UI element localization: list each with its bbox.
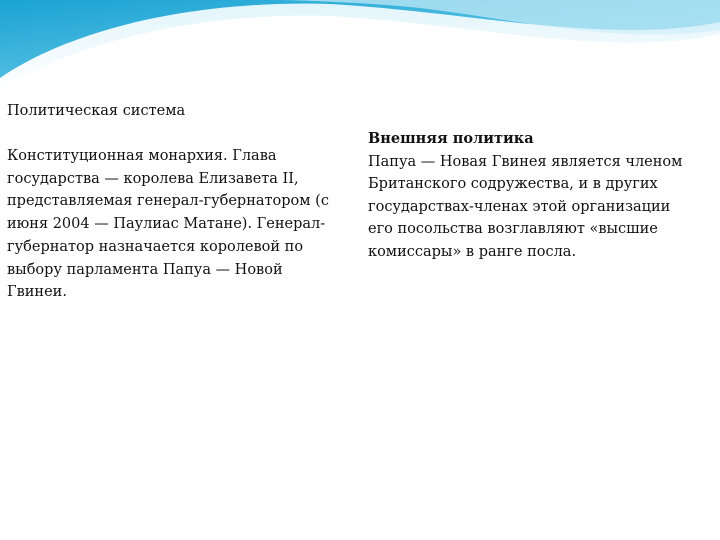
paragraph-line: Гвинеи. <box>7 284 67 301</box>
section-heading-political-system: Политическая система <box>7 103 186 119</box>
political-system-paragraph <box>7 145 359 304</box>
paragraph-line: губернатор назначается королевой по <box>7 238 304 255</box>
paragraph-line: его посольства возглавляют «высшие <box>368 221 658 237</box>
section-heading-foreign-policy: Внешняя политика <box>368 130 534 147</box>
paragraph-line: июня 2004 — Паулиас Матане). Генерал- <box>7 216 326 233</box>
header-wave-decoration <box>0 0 720 90</box>
paragraph-line: представляемая генерал-губернатором (с <box>7 193 329 210</box>
foreign-policy-block <box>368 128 713 263</box>
paragraph-line: комиссары» в ранге посла. <box>368 243 577 260</box>
paragraph-line: государства — королева Елизавета II, <box>7 170 299 187</box>
paragraph-line: выбору парламента Папуа — Новой <box>7 261 283 278</box>
paragraph-line: Британского содружества, и в других <box>368 176 658 192</box>
paragraph-line: Папуа — Новая Гвинея является членом <box>368 153 683 170</box>
paragraph-line: Конституционная монархия. Глава <box>7 148 277 164</box>
paragraph-line: государствах-членах этой организации <box>368 198 671 215</box>
